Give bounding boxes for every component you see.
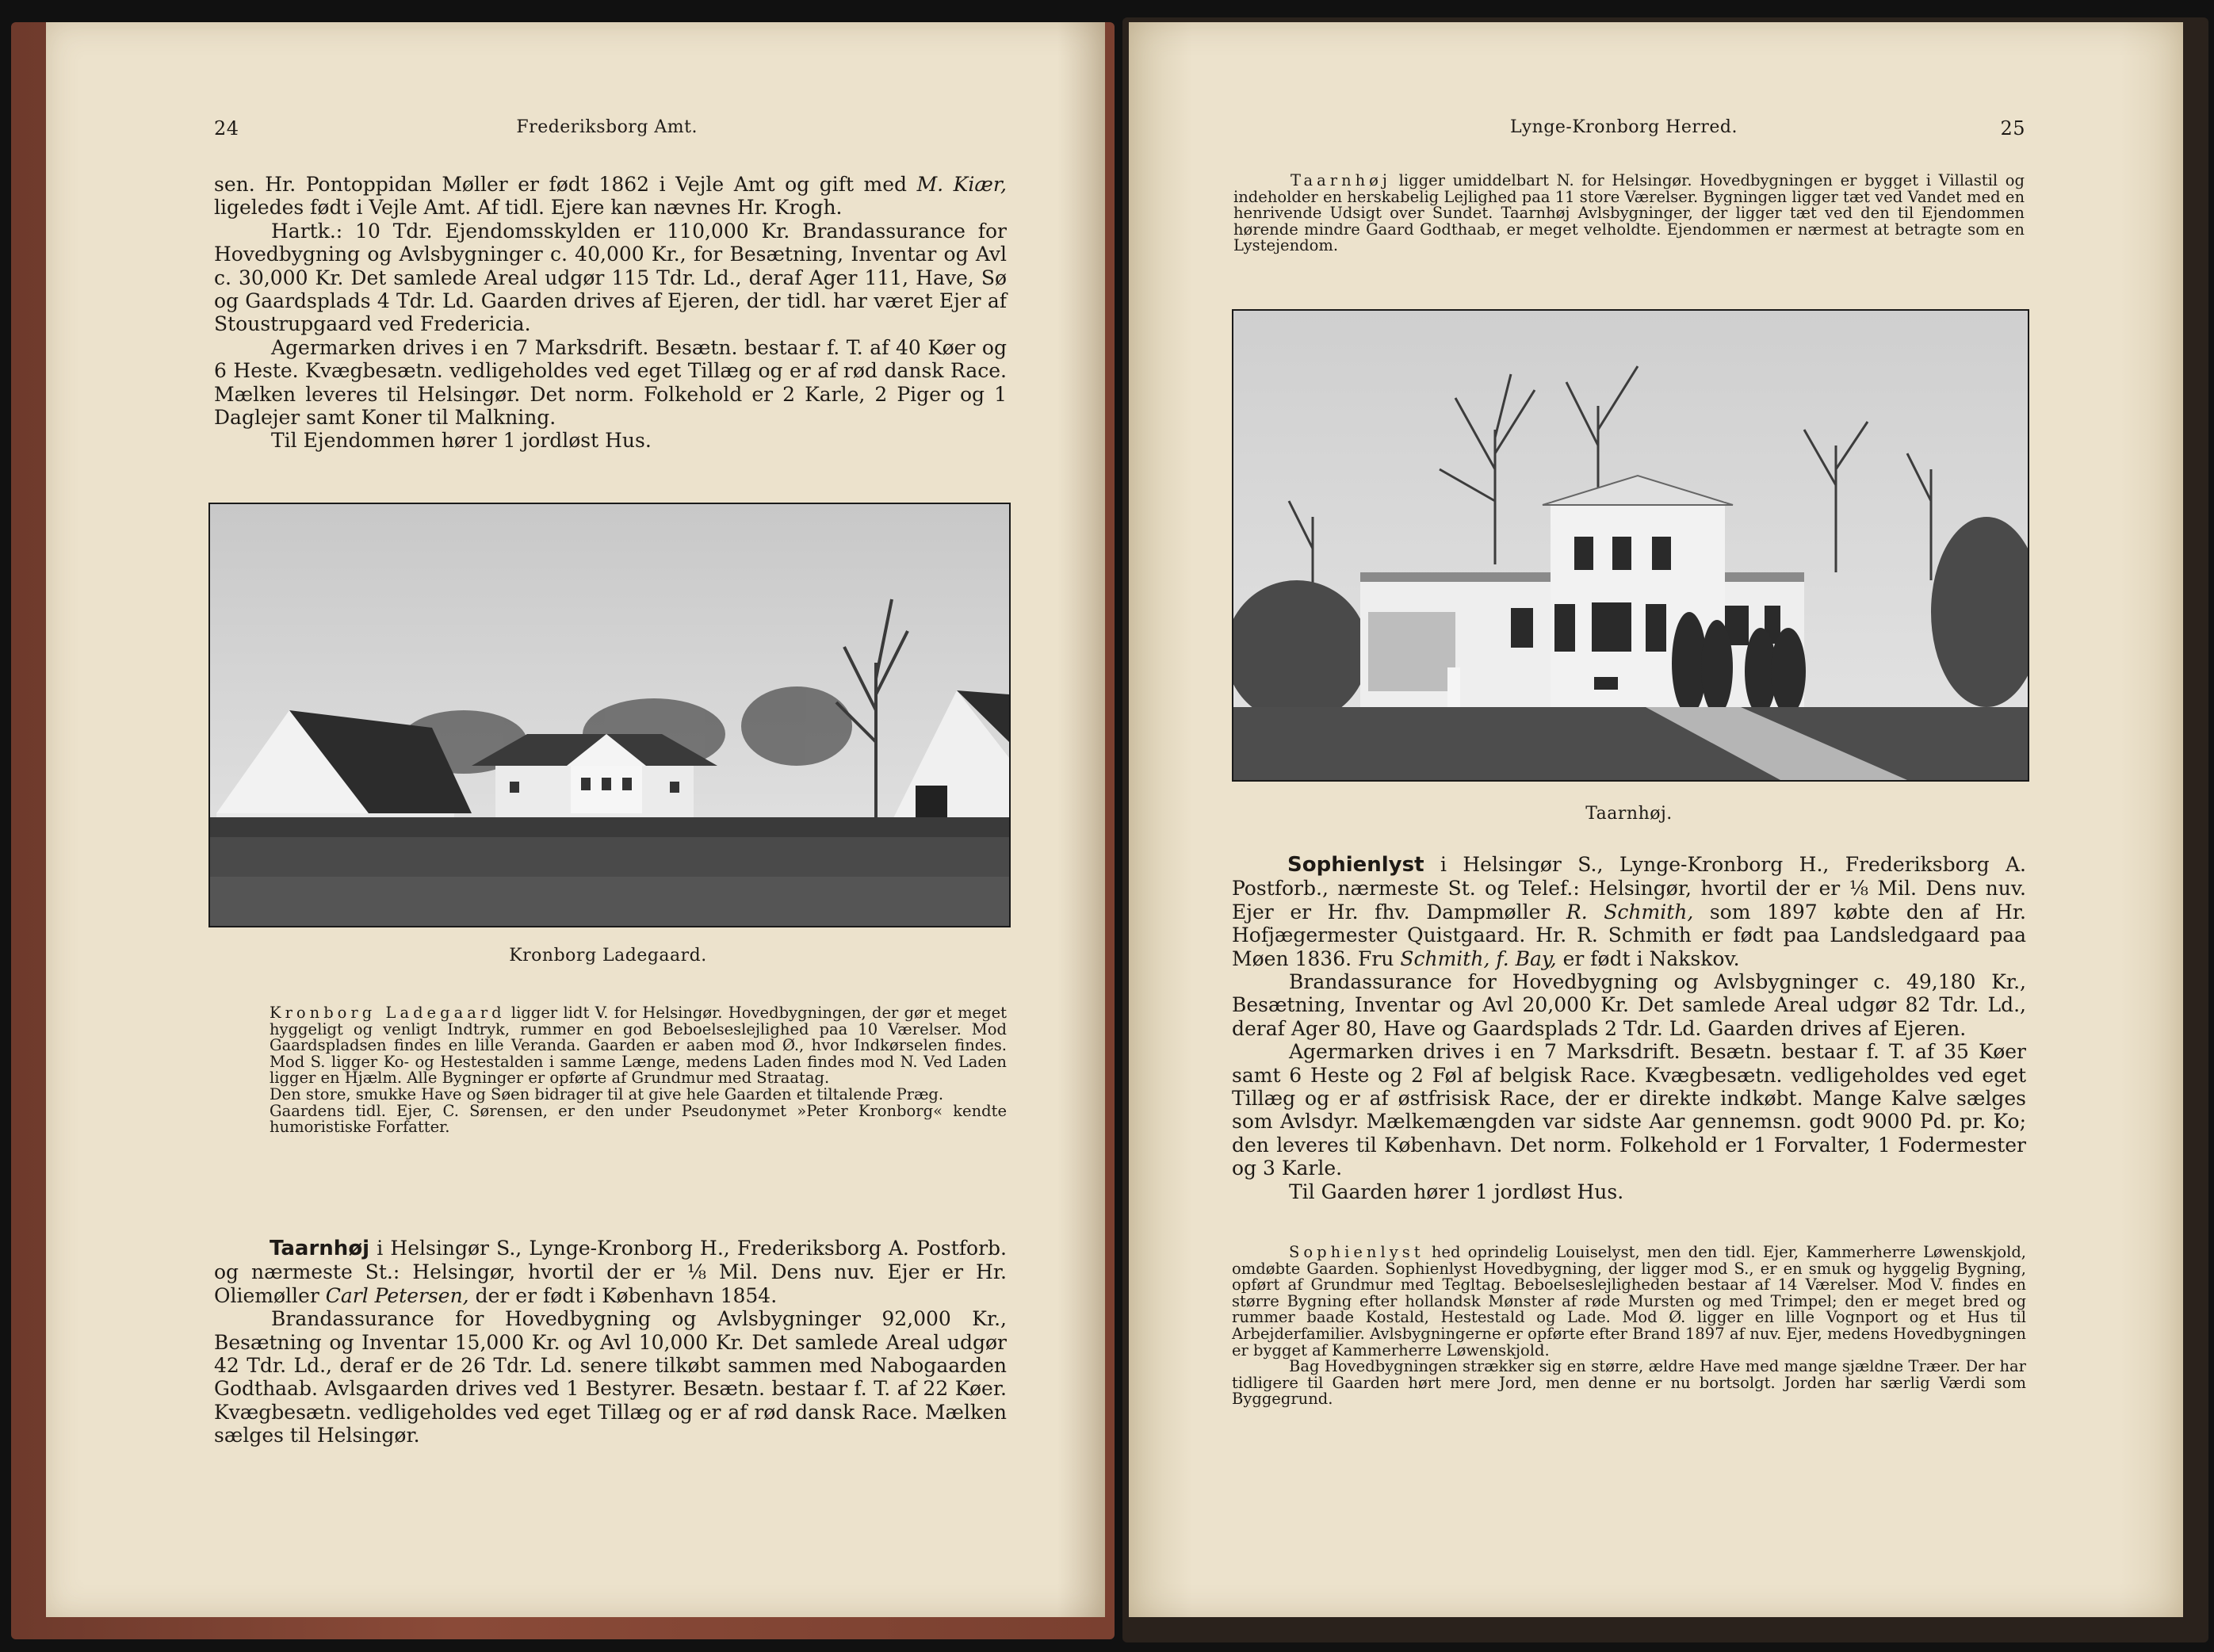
spaced-name: Taarnhøj — [1291, 171, 1391, 189]
left-top-text — [214, 173, 1007, 453]
right-top-small-text — [1233, 173, 2025, 254]
paragraph: Bag Hovedbygningen strækker sig en større, ældre Have med mange sjældne Træer. Der har tidligere til Gaarden hørt mere Jord, men denne er nu bortsolgt. Jorden har særlig Værdi som Byggegrund. — [1232, 1357, 2026, 1409]
caption-kronborg-ladegaard: Kronborg Ladegaard. — [509, 946, 707, 966]
right-running-head: Lynge-Kronborg Herred. — [1510, 117, 1738, 137]
entry-title: Taarnhøj — [270, 1237, 370, 1260]
left-page-header — [214, 117, 1007, 140]
spaced-name: Kronborg Ladegaard — [270, 1004, 506, 1022]
right-page-header — [1510, 117, 2025, 140]
text-span: som 1897 købte den af Hr. Hofjægermester Quistgaard. Hr. R. Schmith er født paa Landsledgaard paa Møen 1836. Fru — [1232, 900, 2026, 970]
paragraph: Den store, smukke Have og Søen bidrager til at give hele Gaarden et tiltalende Præg. — [270, 1084, 944, 1103]
paragraph — [1232, 1245, 2026, 1359]
gutter-shadow — [1057, 22, 1105, 1617]
villa-photo-illustration — [1233, 311, 2028, 780]
right-page-number: 25 — [2000, 117, 2025, 140]
paragraph: Gaardens tidl. Ejer, C. Sørensen, er den under Pseudonymet »Peter Kronborg« kendte humoristiske Forfatter. — [270, 1101, 1007, 1137]
right-small-text — [1232, 1245, 2026, 1408]
spaced-name: Sophienlyst — [1289, 1243, 1424, 1261]
farm-photo-illustration — [210, 504, 1009, 926]
paragraph — [270, 1005, 1007, 1087]
text-span: ligeledes født i Vejle Amt. Af tidl. Ejere kan nævnes Hr. Krogh. — [214, 196, 843, 220]
paragraph — [214, 173, 1007, 220]
text-span: der er født i København 1854. — [468, 1283, 778, 1307]
caption-taarnhoj: Taarnhøj. — [1585, 804, 1673, 824]
italic-name: R. Schmith, — [1566, 900, 1694, 924]
entry-title: Sophienlyst — [1287, 853, 1424, 877]
italic-name: M. Kiær, — [916, 173, 1007, 196]
left-taarnhoj-text — [214, 1237, 1007, 1447]
paragraph: Brandassurance for Hovedbygning og Avlsbygninger c. 49,180 Kr., Besætning, Inventar og Avl 20,000 Kr. Det samlede Areal udgør 82 Tdr. Ld., deraf Ager 80, Have og Gaardsplads 2 Tdr. Ld. Gaarden drives af Ejeren. — [1232, 970, 2026, 1040]
paragraph: Til Gaarden hører 1 jordløst Hus. — [1289, 1180, 1624, 1203]
text-span: ligger umiddelbart N. for Helsingør. Hovedbygningen er bygget i Villastil og indeholder en herskabelig Lejlighed paa 11 store Værelser. Bygningen ligger tæt ved Vandet med en henrivende Udsigt over Sundet. Taarnhøj Avlsbygninger, der ligger tæt ved den til Ejendommen hørende mindre Gaard Godthaab, er meget velholdte. Ejendommen er nærmest at betragte som en Lystejendom. — [1233, 171, 2025, 255]
photo-kronborg-ladegaard — [208, 503, 1011, 927]
left-small-text — [270, 1005, 1007, 1136]
paragraph: Agermarken drives i en 7 Marksdrift. Besætn. bestaar f. T. af 40 Køer og 6 Heste. Kvægbesætn. vedligeholdes ved eget Tillæg og er af rød dansk Race. Mælken leveres til Helsingør. Det norm. Folkehold er 2 Karle, 2 Piger og 1 Daglejer samt Koner til Malkning. — [214, 335, 1007, 430]
right-sophienlyst-text — [1232, 853, 2026, 1203]
left-running-head: Frederiksborg Amt. — [516, 117, 698, 137]
italic-name: Schmith, f. Bay, — [1400, 946, 1557, 970]
italic-name: Carl Petersen, — [325, 1283, 469, 1307]
text-span: i Helsingør S., Lynge-Kronborg H., Frederiksborg A. Postforb. og nærmeste St.: Helsingør, hvortil der er ⅛ Mil. Dens nuv. Ejer er Hr. Oliemøller — [214, 1237, 1007, 1307]
photo-taarnhoj — [1232, 309, 2029, 782]
paragraph: Brandassurance for Hovedbygning og Avlsbygninger 92,000 Kr., Besætning og Inventar 15,000 Kr. og Avl 10,000 Kr. Det samlede Areal udgør 42 Tdr. Ld., deraf er de 26 Tdr. Ld. senere tilkøbt sammen med Nabogaarden Godthaab. Avlsgaarden drives ved 1 Bestyrer. Besætn. bestaar f. T. af 22 Køer. Kvægbesætn. vedligeholdes ved eget Tillæg og er af rød dansk Race. Mælken sælges til Helsingør. — [214, 1307, 1007, 1447]
text-span: hed oprindelig Louiselyst, men den tidl. Ejer, Kammerherre Løwenskjold, omdøbte Gaarden. Sophienlyst Hovedbygning, der ligger mod S., er en smuk og hyggelig Bygning, opført af Grundmur med Tegltag. Beboelseslejligheden bestaar af 14 Værelser. Mod V. findes en større Bygning efter hollandsk Mønster af røde Mursten og med Trimpel; den er meget bred og rummer baade Kostald, Hestestald og Lade. Mod Ø. ligger en lille Vognport og et Hus til Arbejderfamilier. Avlsbygningerne er opførte efter Brand 1897 af nuv. Ejer, medens Hovedbygningen er bygget af Kammerherre Løwenskjold. — [1232, 1243, 2026, 1359]
text-span: i Helsingør S., Lynge-Kronborg H., Frederiksborg A. Postforb., nærmeste St. og Telef.: Helsingør, hvortil der er ⅛ Mil. Dens nuv. Ejer er Hr. fhv. Dampmøller — [1232, 853, 2026, 924]
text-span: sen. Hr. Pontoppidan Møller er født 1862 i Vejle Amt og gift med — [214, 173, 917, 196]
paragraph — [1232, 853, 2026, 970]
left-page-number: 24 — [214, 117, 239, 140]
paragraph: Til Ejendommen hører 1 jordløst Hus. — [271, 429, 652, 453]
paragraph: Hartk.: 10 Tdr. Ejendomsskylden er 110,000 Kr. Brandassurance for Hovedbygning og Avlsbygninger c. 40,000 Kr., for Besætning, Inventar og Avl c. 30,000 Kr. Det samlede Areal udgør 115 Tdr. Ld., deraf Ager 111, Have, Sø og Gaardsplads 4 Tdr. Ld. Gaarden drives af Ejeren, der tidl. har været Ejer af Stoustrupgaard ved Fredericia. — [214, 219, 1007, 336]
text-span: ligger lidt V. for Helsingør. Hovedbygningen, der gør et meget hyggeligt og venligt Indtryk, rummer en god Beboelseslejlighed paa 10 Værelser. Mod Gaardspladsen findes en lille Veranda. Gaarden er aaben mod Ø., hvor Indkørselen findes. Mod S. ligger Ko- og Hestestalden i samme Længe, medens Laden findes mod N. Ved Laden ligger en Hjælm. Alle Bygninger er opførte af Grundmur med Straatag. — [270, 1004, 1007, 1088]
paragraph: Agermarken drives i en 7 Marksdrift. Besætn. bestaar f. T. af 35 Køer samt 6 Heste og 2 Føl af belgisk Race. Kvægbesætn. vedligeholdes ved eget Tillæg og er af østfrisisk Race, der er direkte indkøbt. Mange Kalve sælges som Avlsdyr. Mælkemængden var sidste Aar gennemsn. godt 9000 Pd. pr. Ko; den leveres til København. Det norm. Folkehold er 1 Forvalter, 1 Fodermester og 3 Karle. — [1232, 1040, 2026, 1180]
paragraph — [214, 1237, 1007, 1307]
paragraph — [1233, 173, 2025, 254]
text-span: er født i Nakskov. — [1556, 946, 1740, 970]
